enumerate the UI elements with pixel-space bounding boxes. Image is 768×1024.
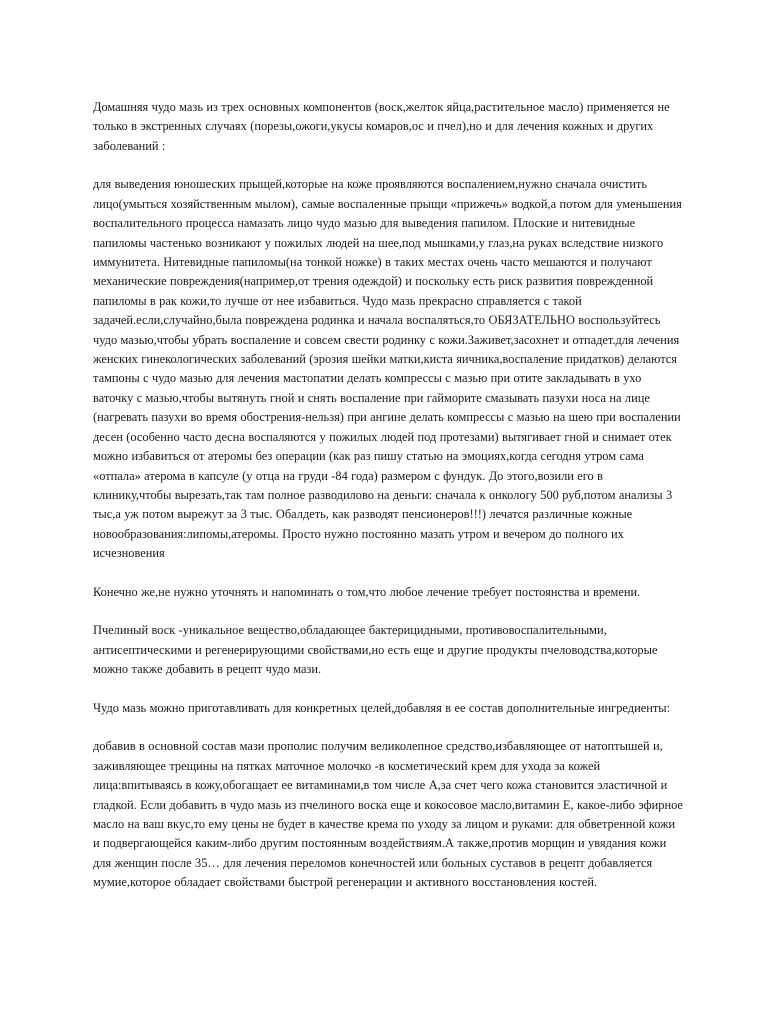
treatments-paragraph: для выведения юношеских прыщей,которые на коже проявляются воспалением,нужно сначала очистить лицо(умыться хозяйственным мылом), самые воспаленные прыщи «прижечь» водкой,а потом для уменьшения воспалительного процесса намазать лицо чудо мазью для выведения папилом. Плоские и нитевидные папиломы частенько возникают у пожилых людей на шее,под мышками,у глаз,на руках вследствие низкого иммунитета. Нитевидные папиломы(на тонкой ножке) в таких местах очень часто мешаются и получают механические повреждения(например,от трения одеждой) и поскольку есть риск развития поврежденной папиломы в рак кожи,то лучше от нее избавиться. Чудо мазь прекрасно справляется с такой задачей.если,случайно,была повреждена родинка и начала воспаляться,то ОБЯЗАТЕЛЬНО воспользуйтесь чудо мазью,чтобы убрать воспаление и совсем свести родинку с кожи.Заживет,засохнет и отпадет.для лечения женских гинекологических заболеваний (эрозия шейки матки,киста яичника,воспаление придатков) делаются тампоны с чудо мазью для лечения мастопатии делать компрессы с мазью при отите закладывать в ухо ваточку с мазью,чтобы вытянуть гной и снять воспаление при гайморите смазывать пазухи носа на лице (нагревать пазухи во время обострения-нельзя) при ангине делать компрессы с мазью на шею при воспалении десен (особенно часто десна воспаляются у пожилых людей под протезами) вытягивает гной и снимает отек можно избавиться от атеромы без операции (как раз пишу статью на эмоциях,когда сегодня утром сама «отпала» атерома в капсуле (у отца на груди -84 года) размером с фундук. До этого,возили его в клинику,чтобы вырезать,так там полное разводилово на деньги: сначала к онкологу 500 руб,потом анализы 3 тыс,а уж потом вырежут за 3 тыс. Обалдеть, как разводят пенсионеров!!!) лечатся различные кожные новообразования:липомы,атеромы. Просто нужно постоянно мазать утром и вечером до полного их исчезновения — [93, 177, 682, 561]
reminder-paragraph: Конечно же,не нужно уточнять и напоминать о том,что любое лечение требует постоянства и времени. — [93, 584, 641, 599]
additives-paragraph: добавив в основной состав мази прополис получим великолепное средство,избавляющее от натоптышей и, заживляющее трещины на пятках маточное молочко -в косметический крем для ухода за кожей лица:впитываясь в кожу,обогащает ее витаминами,в том числе А,за счет чего кожа становится эластичной и гладкой. Если добавить в чудо мазь из пчелиного воска еще и кокосовое масло,витамин Е, какое-либо эфирное масло на ваш вкус,то ему цены не будет в качестве крема по уходу за лицом и руками: для обветренной кожи и подвергающейся каким-либо другим постоянным воздействиям.А также,против морщин и увядания кожи для женщин после 35… для лечения переломов конечностей или больных суставов в рецепт добавляется мумие,которое обладает свойствами быстрой регенерации и активного восстановления костей. — [93, 739, 683, 890]
intro-paragraph: Домашняя чудо мазь из трех основных компонентов (воск,желток яйца,растительное масло) применяется не только в экстренных случаях (порезы,ожоги,укусы комаров,ос и пчел),но и для лечения кожных и других заболеваний : — [93, 100, 670, 153]
document-page — [93, 98, 683, 893]
ingredients-intro-paragraph: Чудо мазь можно приготавливать для конкретных целей,добавляя в ее состав дополнительные ингредиенты: — [93, 700, 671, 715]
beeswax-paragraph: Пчелиный воск -уникальное вещество,обладающее бактерицидными, противовоспалительными, антисептическими и регенерирующими свойствами,но есть еще и другие продукты пчеловодства,которые можно также добавить в рецепт чудо мази. — [93, 623, 658, 677]
